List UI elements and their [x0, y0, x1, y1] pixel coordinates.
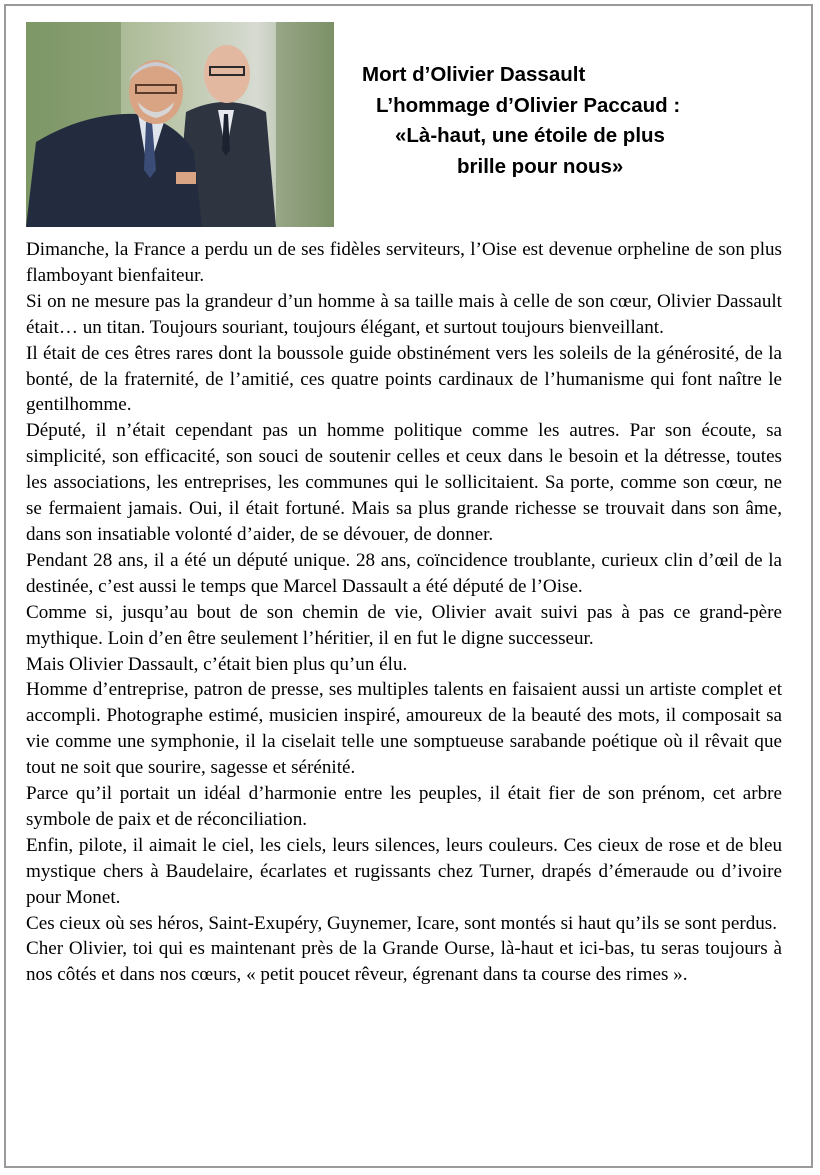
- paragraph: Il était de ces êtres rares dont la boussole guide obstinément vers les soleils de la générosité, de la bonté, de la fraternité, de l’amitié, ces quatre points cardinaux de l’humanisme qui font naître le gentilhomme.: [26, 342, 782, 416]
- headline-line-1: Mort d’Olivier Dassault: [362, 63, 586, 86]
- paragraph: Mais Olivier Dassault, c’était bien plus qu’un élu.: [26, 653, 408, 675]
- headline: [342, 60, 802, 182]
- headline-line-3: «Là-haut, une étoile de plus: [395, 124, 665, 147]
- article-body: [26, 237, 782, 988]
- paragraph: Pendant 28 ans, il a été un député unique. 28 ans, coïncidence troublante, curieux clin d’œil de la destinée, c’est aussi le temps que Marcel Dassault a été député de l’Oise.: [26, 549, 782, 597]
- paragraph: Comme si, jusqu’au bout de son chemin de vie, Olivier avait suivi pas à pas ce grand-père mythique. Loin d’en être seulement l’héritier, il en fut le digne successeur.: [26, 601, 782, 649]
- portrait-photo-icon: [26, 22, 334, 227]
- paragraph: Parce qu’il portait un idéal d’harmonie entre les peuples, il était fier de son prénom, cet arbre symbole de paix et de réconciliation.: [26, 783, 782, 830]
- paragraph: Homme d’entreprise, patron de presse, ses multiples talents en faisaient aussi un artiste complet et accompli. Photographe estimé, musicien inspiré, amoureux de la beauté des mots, il composait sa vie comme une symphonie, il la ciselait telle une somptueuse sarabande poétique où il rêvait que tout ne soit que sourire, sagesse et sérénité.: [26, 679, 782, 779]
- paragraph: Député, il n’était cependant pas un homme politique comme les autres. Par son écoute, sa simplicité, son efficacité, son souci de soutenir celles et ceux dans le besoin et la détresse, toutes les associations, les entreprises, les communes qui le sollicitaient. Sa porte, comme son cœur, ne se fermaient jamais. Oui, il était fortuné. Mais sa plus grande richesse se trouvait dans son âme, dans son insatiable volonté d’aider, de se dévouer, de donner.: [26, 420, 782, 545]
- paragraph: Dimanche, la France a perdu un de ses fidèles serviteurs, l’Oise est devenue orpheline de son plus flamboyant bienfaiteur.: [26, 239, 782, 286]
- headline-line-2: L’hommage d’Olivier Paccaud :: [376, 93, 681, 117]
- paragraph: Cher Olivier, toi qui es maintenant près de la Grande Ourse, là-haut et ici-bas, tu seras toujours à nos côtés et dans nos cœurs, « petit poucet rêveur, égrenant dans ta course des rimes ».: [26, 938, 782, 986]
- paragraph: Enfin, pilote, il aimait le ciel, les ciels, leurs silences, leurs couleurs. Ces cieux de rose et de bleu mystique chers à Baudelaire, écarlates et rugissants chez Turner, drapés d’émeraude ou d’ivoire pour Monet.: [26, 834, 782, 908]
- paragraph: Si on ne mesure pas la grandeur d’un homme à sa taille mais à celle de son cœur, Olivier Dassault était… un titan. Toujours souriant, toujours élégant, et surtout toujours bienveillant.: [26, 290, 782, 338]
- paragraph: Ces cieux où ses héros, Saint-Exupéry, Guynemer, Icare, sont montés si haut qu’ils se sont perdus.: [26, 912, 777, 934]
- headline-line-4: brille pour nous»: [457, 154, 624, 178]
